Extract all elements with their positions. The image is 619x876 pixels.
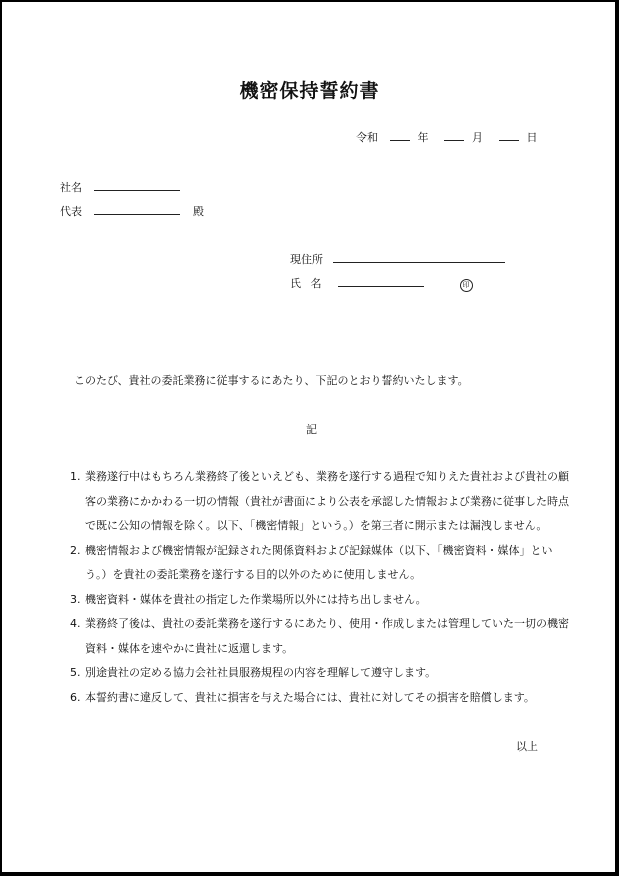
item-number: 4. xyxy=(70,617,81,630)
signer-name-line xyxy=(290,275,473,292)
list-item xyxy=(70,612,570,661)
item-number: 3. xyxy=(70,592,81,606)
list-item xyxy=(70,588,570,613)
address-blank[interactable] xyxy=(333,251,505,263)
seal-mark: 印 xyxy=(460,279,473,292)
day-blank[interactable] xyxy=(499,129,519,141)
document-title: 機密保持誓約書 xyxy=(239,80,380,102)
item-number: 5. xyxy=(70,666,81,679)
date-month-unit: 月 xyxy=(472,131,483,144)
list-item xyxy=(70,539,570,588)
signer-name-blank[interactable] xyxy=(338,275,424,287)
address-line xyxy=(290,251,505,267)
signer-name-label: 氏 名 xyxy=(290,277,325,290)
company-label: 社名 xyxy=(60,181,82,194)
date-day-unit: 日 xyxy=(526,131,538,144)
item-number: 2. xyxy=(70,543,81,557)
list-item xyxy=(70,686,570,711)
address-label: 現住所 xyxy=(290,253,323,266)
item-text: 業務終了後は、貴社の委託業務を遂行するにあたり、使用・作成しまたは管理していた一切の機密資料・媒体を速やかに貴社に返還します。 xyxy=(85,617,569,655)
representative-line xyxy=(60,203,204,219)
intro-text: このたび、貴社の委託業務に従事するにあたり、下記のとおり誓約いたします。 xyxy=(74,374,469,387)
month-blank[interactable] xyxy=(444,129,464,141)
date-era: 令和 xyxy=(356,131,378,144)
item-text: 別途貴社の定める協力会社社員服務規程の内容を理解して遵守します。 xyxy=(85,666,437,679)
item-number: 1. xyxy=(70,470,81,483)
representative-label: 代表 xyxy=(60,205,82,218)
item-text: 機密資料・媒体を貴社の指定した作業場所以外には持ち出しません。 xyxy=(85,592,427,606)
date-line xyxy=(356,129,538,145)
honorific: 殿 xyxy=(193,205,204,218)
ki-heading: 記 xyxy=(306,423,317,436)
year-blank[interactable] xyxy=(390,129,410,141)
date-year-unit: 年 xyxy=(417,131,429,144)
company-blank[interactable] xyxy=(94,179,180,191)
list-item xyxy=(70,661,570,686)
item-text: 機密情報および機密情報が記録された関係資料および記録媒体（以下、「機密資料・媒体」という。）を貴社の委託業務を遂行する目的以外のために使用しません。 xyxy=(85,543,553,581)
item-text: 業務遂行中はもちろん業務終了後といえども、業務を遂行する過程で知りえた貴社および貴社の顧客の業務にかかわる一切の情報（貴社が書面により公表を承認した情報および業務に従事した時点で既に公知の情報を除く。以下、「機密情報」という。）を第三者に開示または漏洩しません。 xyxy=(85,470,569,532)
pledge-list xyxy=(70,465,570,710)
item-text: 本誓約書に違反して、貴社に損害を与えた場合には、貴社に対してその損害を賠償します。 xyxy=(85,690,535,704)
closing-text: 以上 xyxy=(516,740,538,753)
item-number: 6. xyxy=(70,690,81,704)
list-item xyxy=(70,465,570,539)
company-line xyxy=(60,179,180,195)
representative-blank[interactable] xyxy=(94,203,180,215)
